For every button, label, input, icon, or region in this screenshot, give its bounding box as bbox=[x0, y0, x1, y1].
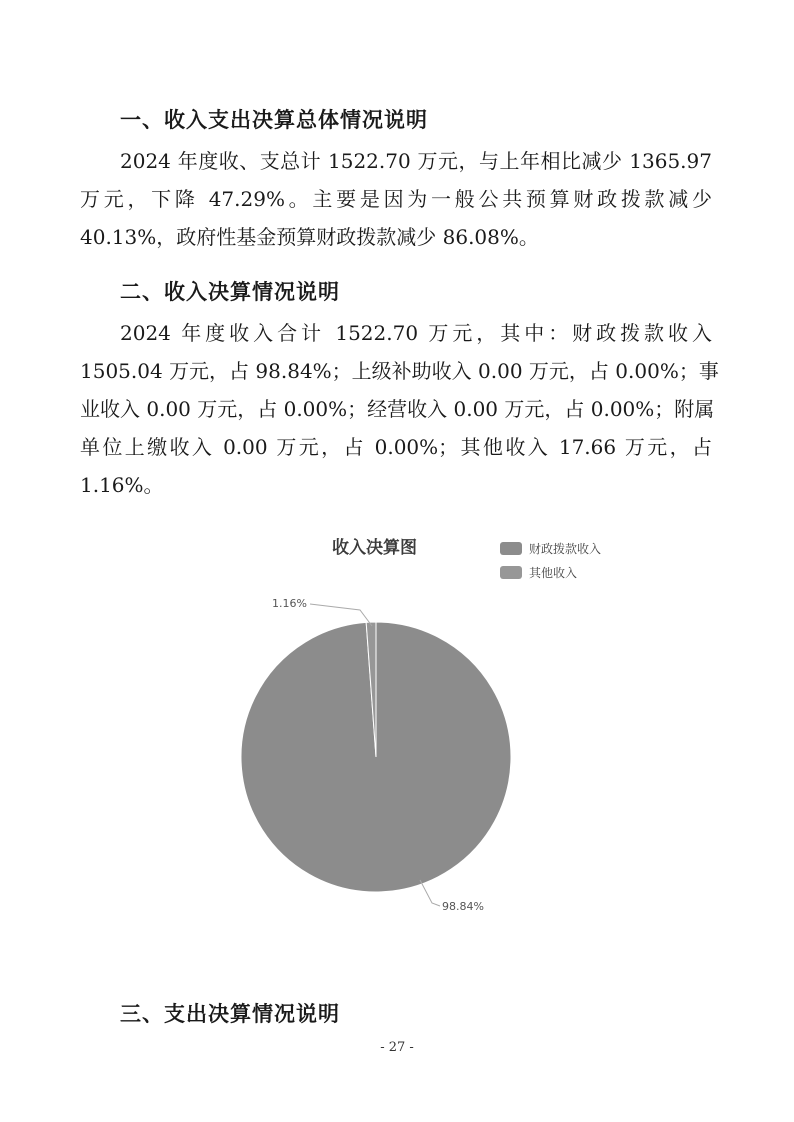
section-2-heading: 二、收入决算情况说明 bbox=[120, 280, 340, 304]
data-label-fiscal: 98.84% bbox=[442, 900, 484, 913]
page-number: - 27 - bbox=[380, 1040, 414, 1055]
paragraph-line: 单位上缴收入 0.00 万元，占 0.00%；其他收入 17.66 万元，占 bbox=[80, 435, 712, 459]
paragraph-line: 40.13%，政府性基金预算财政拨款减少 86.08%。 bbox=[80, 225, 539, 249]
legend-label: 其他收入 bbox=[529, 565, 578, 580]
chart-title: 收入决算图 bbox=[332, 538, 417, 558]
paragraph-line: 万元，下降 47.29%。主要是因为一般公共预算财政拨款减少 bbox=[80, 187, 712, 211]
paragraph-line: 1.16%。 bbox=[80, 473, 164, 497]
paragraph-line: 2024 年度收、支总计 1522.70 万元，与上年相比减少 1365.97 bbox=[120, 149, 712, 173]
section-1-heading: 一、收入支出决算总体情况说明 bbox=[120, 108, 428, 132]
data-label-other: 1.16% bbox=[272, 597, 307, 610]
paragraph-line: 1505.04 万元，占 98.84%；上级补助收入 0.00 万元，占 0.00%；事 bbox=[80, 359, 719, 383]
section-3-heading: 三、支出决算情况说明 bbox=[120, 1002, 340, 1026]
legend-label: 财政拨款收入 bbox=[529, 541, 602, 556]
paragraph-line: 业收入 0.00 万元，占 0.00%；经营收入 0.00 万元，占 0.00%；附属 bbox=[80, 397, 715, 421]
paragraph-line: 2024 年度收入合计 1522.70 万元，其中：财政拨款收入 bbox=[120, 321, 712, 345]
